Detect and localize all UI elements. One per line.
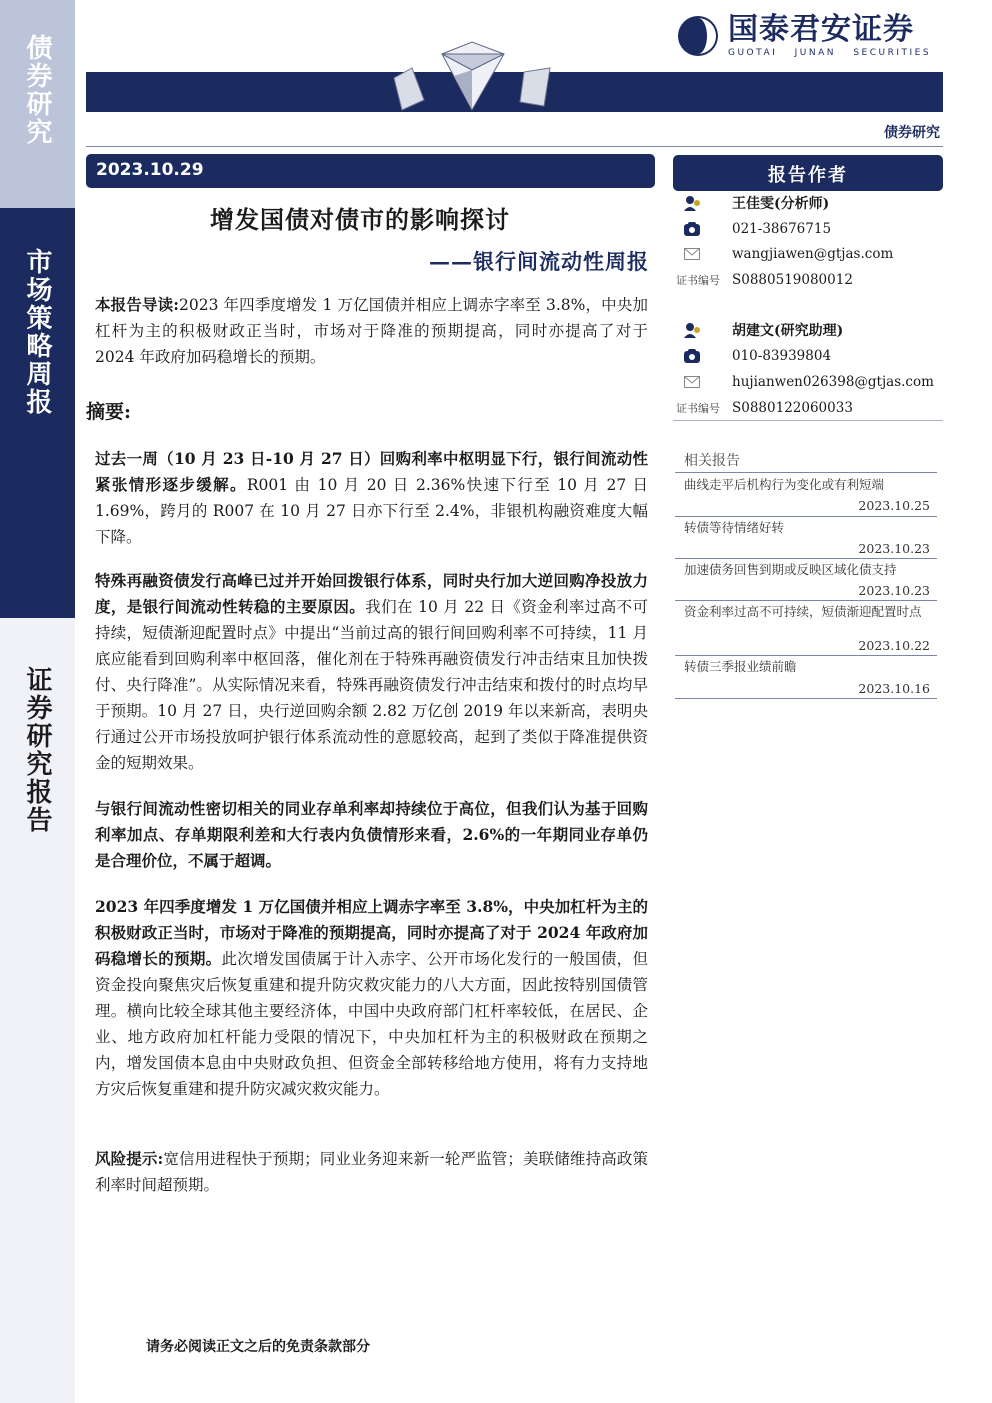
phone-icon [676,222,732,236]
author-1-email[interactable]: wangjiawen@gtjas.com [732,246,894,262]
abstract-paragraph-4 [95,894,648,1102]
related-report-divider [675,600,937,601]
left-sidebar [0,0,75,1403]
authors-divider [673,420,943,421]
authors-heading-bar [673,155,943,191]
author-1-email-row [676,243,942,265]
author-2-name: 胡建文(研究助理) [732,323,844,339]
logo-english-name: GUOTAI JUNAN SECURITIES [728,48,932,58]
author-2-email[interactable]: hujianwen026398@gtjas.com [732,374,934,390]
sidebar-segment-top [0,0,75,208]
paragraph-2-text: 我们在 10 月 22 日《资金利率过高不可持续，短债渐迎配置时点》中提出“当前过高的银行间回购利率不可持续，11 月底应能看到回购利率中枢回落，催化剂在于特殊再融资债发行冲击结束且加快拨付、央行降准”。从实际情况来看，特殊再融资债发行冲击结束和拨付的时点均早于预期。10 月 27 日，央行逆回购余额 2.82 万亿创 2019 年以来新高，表明央行通过公开市场投放呵护银行体系流动性的意愿较高，起到了类似于降准提供资金的短期效果。 [95,598,648,772]
logo-chinese-name: 国泰君安证券 [728,12,914,47]
author-1-cert-row [676,269,942,291]
author-2-cert-row [676,397,942,419]
related-report-title[interactable]: 资金利率过高不可持续，短债渐迎配置时点 [684,604,922,619]
abstract-paragraph-2 [95,568,648,776]
company-logo [676,14,931,58]
paragraph-4-text: 此次增发国债属于计入赤字、公开市场化发行的一般国债，但资金投向聚焦灾后恢复重建和提升防灾救灾能力的八大方面，因此按特别国债管理。横向比较全球其他主要经济体，中国中央政府部门杠杆率较低，在居民、企业、地方政府加杠杆能力受限的情况下，中央加杠杆为主的积极财政在预期之内，增发国债本息由中央财政负担、但资金全部转移给地方使用，将有力支持地方灾后恢复重建和提升防灾减灾救灾能力。 [95,950,648,1098]
sidebar-segment-middle [0,208,75,618]
related-report-date: 2023.10.22 [858,638,930,653]
risk-warning [95,1146,648,1198]
person-icon [676,322,732,338]
paragraph-1-text: R001 由 10 月 20 日 2.36%快速下行至 10 月 27 日 1.69%，跨月的 R007 在 10 月 27 日亦下行至 2.4%，非银机构融资难度大幅下降。 [95,476,648,546]
related-report-title[interactable]: 曲线走平后机构行为变化或有利短端 [684,477,885,492]
related-reports-heading: 相关报告 [684,453,740,469]
person-icon [676,195,732,211]
author-2-cert-label: 证书编号 [676,402,720,415]
report-title: 增发国债对债市的影响探讨 [210,205,510,234]
document-type-label: 债券研究 [884,125,940,141]
related-report-title[interactable]: 转债三季报业绩前瞻 [684,659,797,674]
related-report-date: 2023.10.25 [858,498,930,513]
author-1-cert-label: 证书编号 [676,274,720,287]
abstract-heading: 摘要: [86,401,132,423]
related-report-date: 2023.10.23 [858,583,930,598]
report-date: 2023.10.29 [96,160,204,180]
related-report-date: 2023.10.16 [858,681,930,696]
related-report-divider [675,655,937,656]
risk-warning-text: 宽信用进程快于预期；同业业务迎来新一轮严监管；美联储维持高政策利率时间超预期。 [95,1150,648,1194]
author-2-phone: 010-83939804 [732,348,832,364]
author-2-name-row [676,319,942,341]
related-report-title[interactable]: 加速债务回售到期或反映区域化债支持 [684,562,897,577]
report-intro [95,292,648,370]
author-1-name-row [676,192,942,214]
author-1-phone-row [676,218,942,240]
header-divider [86,146,943,147]
sidebar-label-middle: 市场策略周报 [22,248,52,416]
author-2-email-row [676,371,942,393]
phone-icon [676,349,732,363]
sidebar-label-top: 债券研究 [22,34,52,146]
paragraph-3-lead: 与银行间流动性密切相关的同业存单利率却持续位于高位，但我们认为基于回购利率加点、存单期限利差和大行表内负债情形来看，2.6%的一年期同业存单仍是合理价位，不属于超调。 [95,799,648,870]
related-report-divider [675,558,937,559]
author-2-cert: S0880122060033 [732,400,853,416]
related-reports-divider [675,472,937,473]
sidebar-label-bottom: 证券研究报告 [22,666,52,834]
author-1-cert: S0880519080012 [732,272,853,288]
author-1-phone: 021-38676715 [732,221,832,237]
email-icon [676,248,732,260]
paragraph-2-lead: 特殊再融资债发行高峰已过并开始回拨银行体系，同时央行加大逆回购净投放力度，是银行间流动性转稳的主要原因。 [95,571,648,616]
intro-text: 2023 年四季度增发 1 万亿国债并相应上调赤字率至 3.8%，中央加杠杆为主的积极财政正当时，市场对于降准的预期提高，同时亦提高了对于 2024 年政府加码稳增长的预期。 [95,296,648,366]
disclaimer-footer: 请务必阅读正文之后的免责条款部分 [146,1339,370,1355]
related-report-divider [675,516,937,517]
authors-heading: 报告作者 [768,165,848,186]
risk-warning-label: 风险提示: [95,1149,164,1168]
paragraph-4-lead: 2023 年四季度增发 1 万亿国债并相应上调赤字率至 3.8%，中央加杠杆为主的积极财政正当时，市场对于降准的预期提高，同时亦提高了对于 2024 年政府加码稳增长的预期。 [95,897,648,968]
intro-label: 本报告导读: [95,295,179,314]
author-2-phone-row [676,345,942,367]
logo-mark-icon [676,14,720,58]
related-report-divider [675,698,937,699]
report-subtitle: ——银行间流动性周报 [429,249,649,274]
related-report-date: 2023.10.23 [858,541,930,556]
abstract-paragraph-3 [95,796,648,874]
email-icon [676,376,732,388]
abstract-paragraph-1 [95,446,648,550]
date-bar [86,154,655,188]
author-1-name: 王佳雯(分析师) [732,196,830,212]
sidebar-segment-bottom [0,618,75,1403]
related-report-title[interactable]: 转债等待情绪好转 [684,520,785,535]
paragraph-1-lead: 过去一周（10 月 23 日-10 月 27 日）回购利率中枢明显下行，银行间流动性紧张情形逐步缓解。 [95,449,648,494]
diamond-graphic-icon [372,40,572,116]
